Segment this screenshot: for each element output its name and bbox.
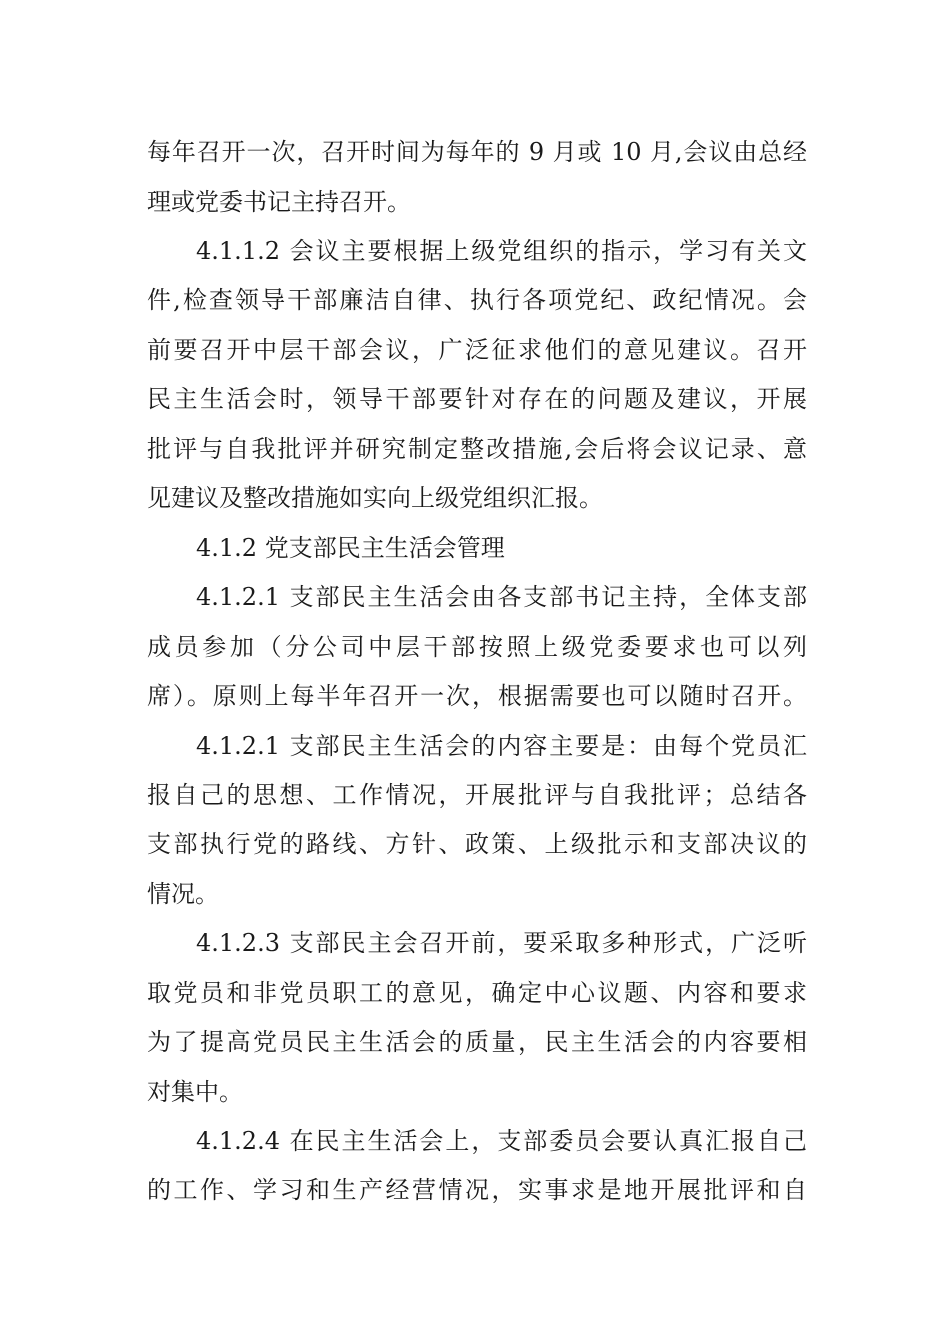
section-heading-4-1-2: 4.1.2 党支部民主生活会管理 [196, 534, 505, 562]
paragraph-heading-4-1-1-2: 4.1.1.2 会议主要根据上级党组织的指示，学习有关文 [196, 237, 807, 265]
text-line: 批评与自我批评并研究制定整改措施,会后将会议记录、意 [147, 435, 807, 463]
text-line: 席）。原则上每半年召开一次，根据需要也可以随时召开。 [147, 682, 807, 710]
text-line: 见建议及整改措施如实向上级党组织汇报。 [147, 484, 603, 512]
text-line: 的工作、学习和生产经营情况，实事求是地开展批评和自 [147, 1176, 807, 1204]
text-line: 每年召开一次，召开时间为每年的 9 月或 10 月,会议由总经 [147, 138, 807, 166]
text-line: 报自己的思想、工作情况，开展批评与自我批评；总结各 [147, 781, 807, 809]
text-line: 为了提高党员民主生活会的质量，民主生活会的内容要相 [147, 1028, 807, 1056]
paragraph-heading-4-1-2-1: 4.1.2.1 支部民主生活会由各支部书记主持，全体支部 [196, 583, 807, 611]
text-line: 民主生活会时，领导干部要针对存在的问题及建议，开展 [147, 385, 807, 413]
paragraph-heading-4-1-2-4: 4.1.2.4 在民主生活会上，支部委员会要认真汇报自己 [196, 1127, 807, 1155]
paragraph-heading-4-1-2-3: 4.1.2.3 支部民主会召开前，要采取多种形式，广泛听 [196, 929, 807, 957]
paragraph-heading-4-1-2-1-content: 4.1.2.1 支部民主生活会的内容主要是：由每个党员汇 [196, 732, 807, 760]
text-line: 理或党委书记主持召开。 [147, 188, 411, 216]
text-line: 情况。 [147, 880, 219, 908]
text-line: 取党员和非党员职工的意见，确定中心议题、内容和要求 [147, 979, 807, 1007]
text-line: 支部执行党的路线、方针、政策、上级批示和支部决议的 [147, 830, 807, 858]
text-line: 对集中。 [147, 1078, 243, 1106]
text-line: 前要召开中层干部会议，广泛征求他们的意见建议。召开 [147, 336, 807, 364]
text-line: 件,检查领导干部廉洁自律、执行各项党纪、政纪情况。会 [147, 286, 807, 314]
text-line: 成员参加（分公司中层干部按照上级党委要求也可以列 [147, 633, 807, 661]
